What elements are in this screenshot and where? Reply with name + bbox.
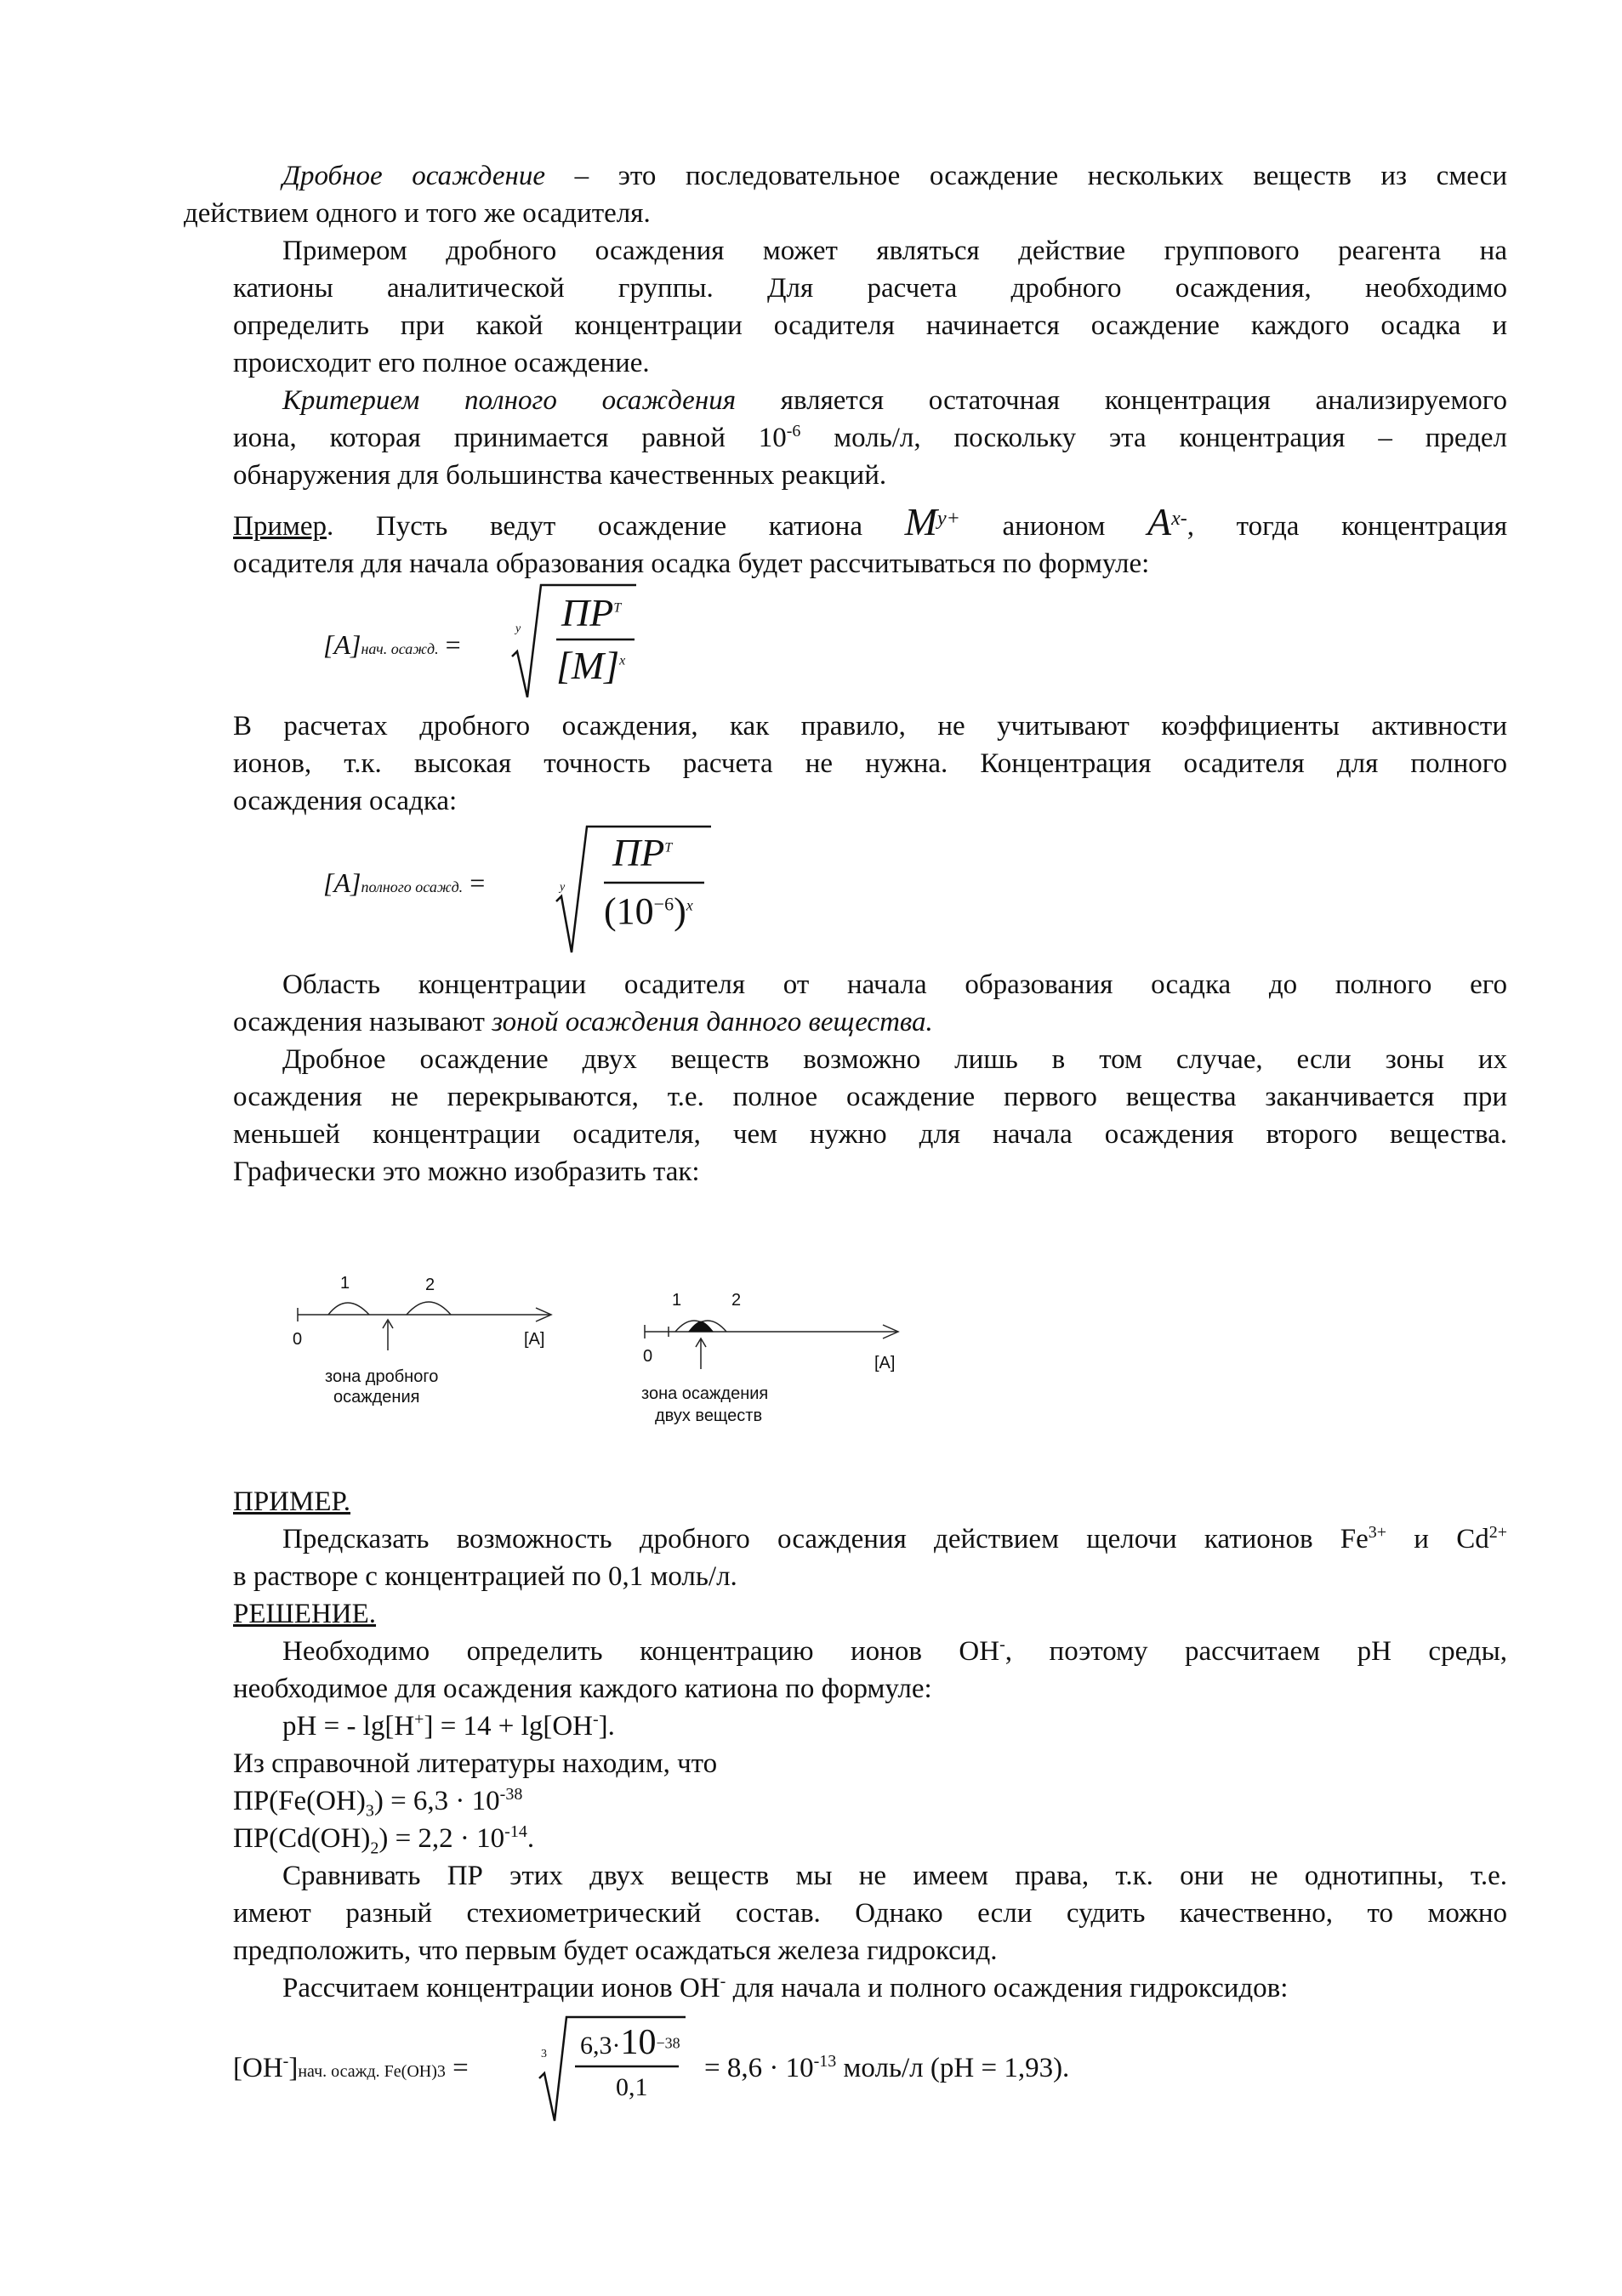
fraction-denominator: 0,1	[616, 2073, 648, 2101]
formula-start-precipitation: [A]нач. осажд. = y $ПР^T$ $[M]^x$	[323, 578, 680, 706]
fraction-numerator: $6,3\cdot 10^{-38}$	[580, 2023, 680, 2062]
fraction-denominator: $[M]^x$	[556, 644, 626, 687]
paragraph-example: Пример. Пусть ведут осаждение катиона $M^{y+}$ анионом $A^{x-}$, тогда концентрация осадителя для начала образования осадка будет рассчитываться по формуле:	[233, 500, 1508, 579]
solution-section: РЕШЕНИЕ. Необходимо определить концентрацию ионов OH-, поэтому рассчитаем pH среды, необходимое для осаждения каждого катиона по формуле: pH = - lg[H+] = 14 + lg[OH-]. Из справочной литературы находим, что $ПР(Fe(OH)_3) = 6,3 \cdot 10^{-38}$ $ПР(Cd(OH)_2) = 2,2 \cdot 10^{-14}$. Сравнивать ПР этих двух веществ мы не имеем права, т.к. они не однотипны, т.е. имеют разный стехиометрический состав. Однако если судить качественно, то можно предположить, что первым будет осаждаться железа гидроксид. Рассчитаем концентрации ионов OH- для начала и полного осаждения гидроксидов:	[233, 1595, 1507, 2007]
term-italic: Критерием полного осаждения	[282, 385, 737, 416]
example-section: ПРИМЕР. Предсказать возможность дробного осаждения действием щелочи катионов $Fe^{3+}$ и $Cd^{2+}$ в растворе с концентрацией по 0,1 моль/л.	[233, 1483, 1507, 1595]
example-label: Пример	[233, 511, 327, 542]
paragraph-activity: В расчетах дробного осаждения, как правило, не учитывают коэффициенты активности ионов, т.к. высокая точность расчета не нужна. Концентрация осадителя для полного осаждения осадка:	[233, 711, 1507, 816]
fraction-numerator: $ПР^T$	[612, 831, 673, 874]
paragraph-zone: Область концентрации осадителя от начала образования осадка до полного его осаждения называют зоной осаждения данного вещества.	[233, 969, 1507, 1037]
formula-oh-start-fe: [OH-]нач. осажд. Fe(OH)3 = 3 $6,3\cdot 10^{-38}$ 0,1 = $8,6 \cdot 10^{-13}$ моль/л (pH = 1,93).	[233, 2007, 1254, 2126]
paragraph-fractional-precipitation: Дробное осаждение – это последовательное осаждение нескольких веществ из смеси действием одного и того же осадителя.	[184, 161, 1507, 229]
diagram-overlap-zone: 1 2 0 [A] зона осаждения двух веществ	[629, 1284, 919, 1437]
paragraph-two-substances: Дробное осаждение двух веществ возможно лишь в том случае, если зоны их осаждения не перекрываются, т.е. полное осаждение первого вещества заканчивается при меньшей концентрации осадителя, чем нужно для начала осаждения второго вещества. Графически это можно изобразить так:	[233, 1044, 1507, 1187]
solubility-product-fe: $ПР(Fe(OH)_3) = 6,3 \cdot 10^{-38}$	[233, 1785, 523, 1821]
solution-heading: РЕШЕНИЕ.	[233, 1599, 377, 1629]
example-heading: ПРИМЕР.	[233, 1486, 350, 1517]
fraction-numerator: $ПР^T$	[561, 591, 622, 634]
paragraph-example-group-reagent: Примером дробного осаждения может являться действие группового реагента на катионы аналитической группы. Для расчета дробного осаждения, необходимо определить при какой концентрации осадителя начинается осаждение каждого осадка и происходит его полное осаждение.	[233, 236, 1507, 378]
ph-formula: pH = - lg[H+] = 14 + lg[OH-].	[282, 1710, 615, 1742]
paragraph-criterion: Критерием полного осаждения является остаточная концентрация анализируемого иона, которая принимается равной $10^{-6}$ моль/л, поскольку эта концентрация – предел обнаружения для большинства качественных реакций.	[233, 385, 1507, 491]
term-italic: Дробное осаждение	[282, 161, 546, 191]
formula-result: = $8,6 \cdot 10^{-13}$ моль/л (pH = 1,93).	[704, 2052, 1070, 2083]
diagram-fractional-zone: 1 2 0 [A] зона дробного осаждения	[281, 1267, 570, 1420]
formula-full-precipitation: [A]полного осажд. = y $ПР^T$ $(10^{-6})^x$	[323, 816, 731, 961]
solubility-product-cd: $ПР(Cd(OH)_2) = 2,2 \cdot 10^{-14}$.	[233, 1822, 535, 1858]
fraction-denominator: $(10^{-6})^x$	[604, 890, 693, 932]
